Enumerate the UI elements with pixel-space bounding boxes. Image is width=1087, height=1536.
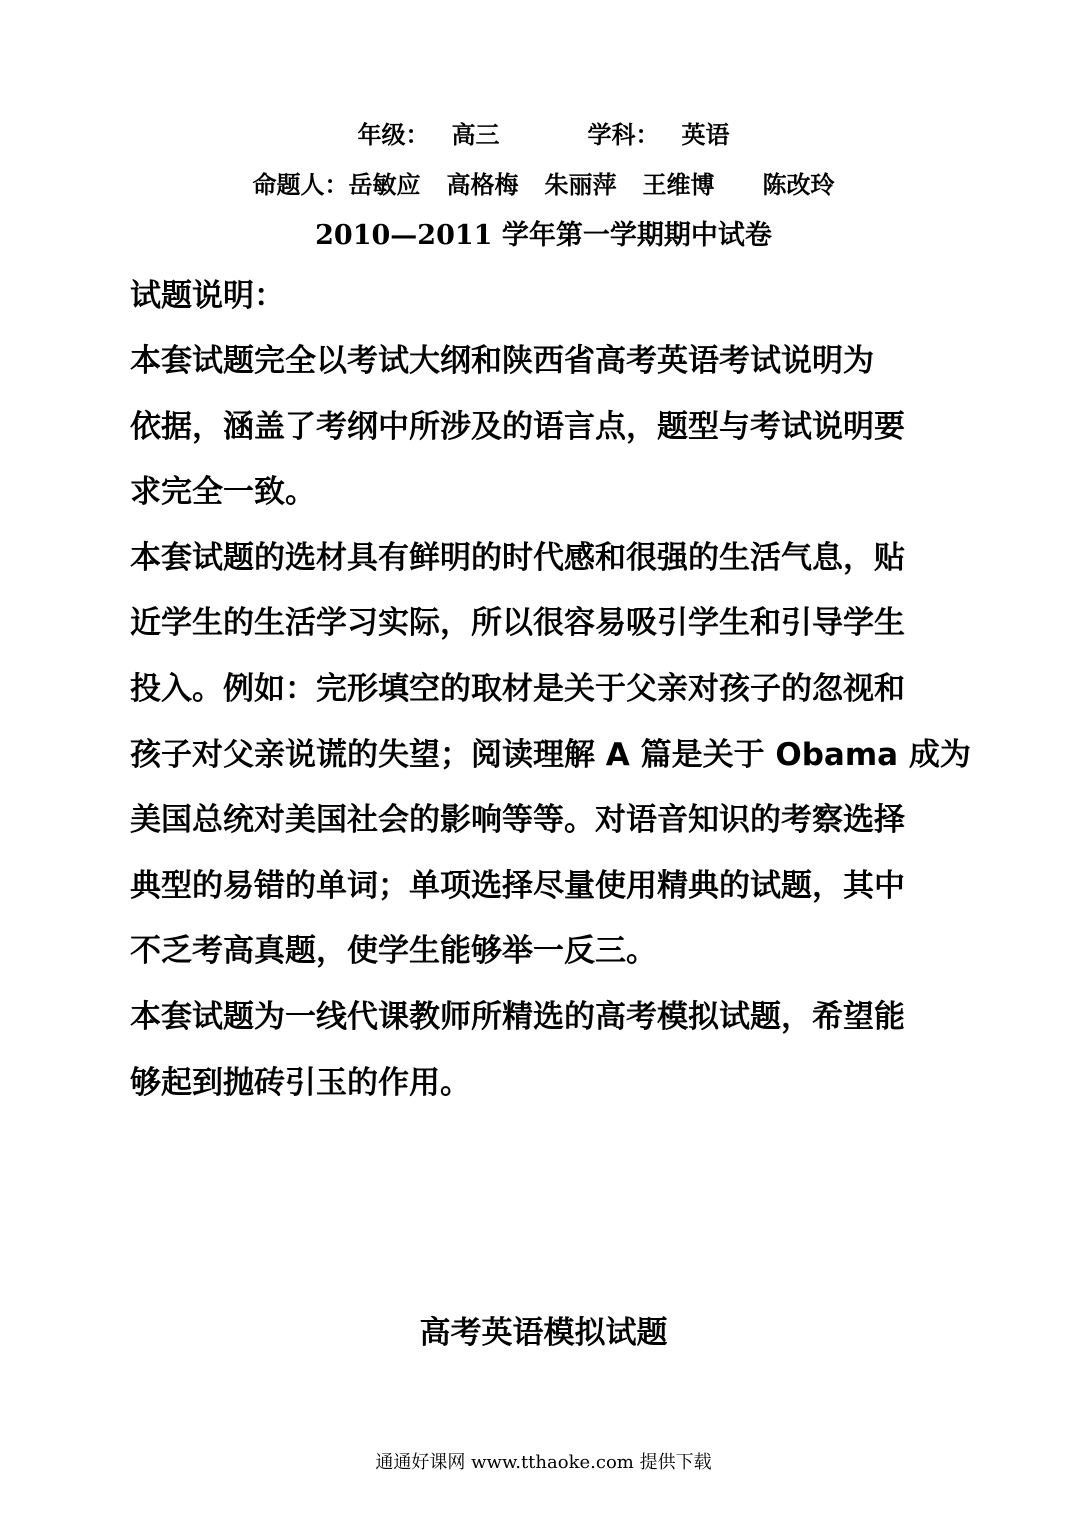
author-name: 陈改玲 bbox=[762, 171, 835, 199]
author-name: 朱丽萍 bbox=[544, 171, 617, 199]
grade-subject-line bbox=[0, 118, 1087, 152]
grade-value: 高三 bbox=[451, 121, 500, 149]
paragraph-line: 依据，涵盖了考纲中所涉及的语言点，题型与考试说明要 bbox=[130, 408, 905, 445]
grade-label: 年级： bbox=[357, 121, 430, 149]
footer-download-note: 通通好课网 www.tthaoke.com 提供下载 bbox=[375, 1452, 712, 1473]
subject-label: 学科： bbox=[587, 121, 660, 149]
paragraph-line: 近学生的生活学习实际，所以很容易吸引学生和引导学生 bbox=[130, 605, 905, 642]
instructions-heading: 试题说明： bbox=[130, 278, 285, 314]
paragraph-line: 够起到抛砖引玉的作用。 bbox=[130, 1064, 471, 1101]
mock-exam-title: 高考英语模拟试题 bbox=[419, 1315, 668, 1351]
authors-label: 命题人： bbox=[252, 171, 349, 199]
paragraph-line: 本套试题为一线代课教师所精选的高考模拟试题，希望能 bbox=[130, 998, 905, 1035]
exam-title: 2010—2011 学年第一学期期中试卷 bbox=[315, 220, 772, 251]
paragraph-line: 本套试题的选材具有鲜明的时代感和很强的生活气息，贴 bbox=[130, 539, 905, 576]
paragraph-line: 美国总统对美国社会的影响等等。对语音知识的考察选择 bbox=[130, 802, 905, 839]
instructions-body bbox=[130, 333, 971, 1120]
author-name: 王维博 bbox=[642, 171, 715, 199]
paragraph-line: 求完全一致。 bbox=[130, 474, 316, 511]
paragraph-line: 典型的易错的单词；单项选择尽量使用精典的试题，其中 bbox=[130, 867, 905, 904]
paragraph-line: 不乏考高真题，使学生能够举一反三。 bbox=[130, 933, 657, 970]
paragraph-line: 投入。例如：完形填空的取材是关于父亲对孩子的忽视和 bbox=[130, 670, 905, 707]
author-name: 高格梅 bbox=[446, 171, 519, 199]
authors-line bbox=[0, 168, 1087, 202]
subject-value: 英语 bbox=[681, 121, 730, 149]
paragraph-line: 孩子对父亲说谎的失望；阅读理解 A 篇是关于 Obama 成为 bbox=[130, 736, 971, 773]
author-name: 岳敏应 bbox=[348, 171, 421, 199]
paragraph-line: 本套试题完全以考试大纲和陕西省高考英语考试说明为 bbox=[130, 343, 874, 379]
